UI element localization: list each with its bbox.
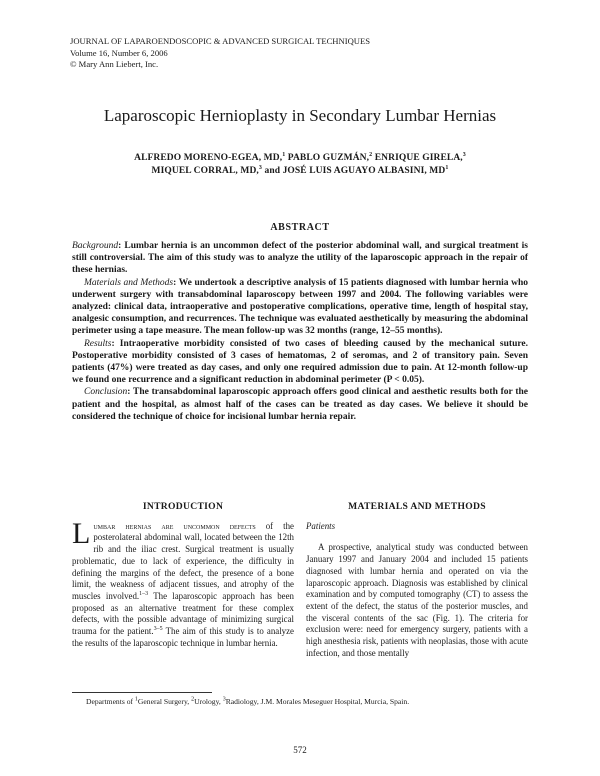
abstract-label: Results — [84, 338, 112, 349]
footnote-divider — [72, 692, 212, 693]
page-number: 572 — [293, 745, 307, 755]
affiliation-marker: 3 — [258, 164, 262, 171]
journal-volume: Volume 16, Number 6, 2006 — [70, 47, 168, 58]
abstract-label: Background — [72, 241, 119, 251]
patients-subheading: Patients — [306, 520, 336, 531]
methods-paragraph: A prospective, analytical study was conducted between January 1997 and January 2004 and included 15 patients diagnosed with lumbar hernia and operated on via the laparoscopic approach. Diagnosis was established by clinical examination and by computed tomography (CT) to assess the extent of the defect, the status of the posterior muscles, and the visceral contents of the sac (Fig. 1). The criteria for exclusion were: need for emergency surgery, patients with a high anesthesia risk, patients with neoplasias, those with acute infection, and those mentally — [306, 542, 528, 658]
affiliation-marker: 1 — [282, 151, 286, 158]
author-guzman: PABLO GUZMÁN, — [285, 153, 370, 163]
drop-cap: L — [72, 516, 91, 550]
abstract-background: Background: Lumbar hernia is an uncommon defect of the posterior abdominal wall, and surgical treatment is still controversial. The aim of this study was to analyze the utility of the laparoscopic approach in the repair of these hernias. — [72, 241, 528, 276]
journal-header — [70, 36, 370, 71]
abstract-methods: Materials and Methods: We undertook a descriptive analysis of 15 patients diagnosed with lumbar hernia who underwent surgery with transabdominal laparoscopy between 1997 and 2004. The following variables were analyzed: clinical data, intraoperative and postoperative complications, operative time, length of hospital stay, analgesic consumption, and recurrences. The technique was evaluated aesthetically by measuring the abdominal perimeter using a tape measure. The mean follow-up was 32 months (range, 12–55 months). — [72, 277, 528, 337]
journal-name: JOURNAL OF LAPAROENDOSCOPIC & ADVANCED SURGICAL TECHNIQUES — [70, 36, 371, 46]
journal-copyright: © Mary Ann Liebert, Inc. — [70, 59, 159, 69]
introduction-heading: INTRODUCTION — [142, 501, 224, 512]
abstract-conclusion: Conclusion: The transabdominal laparoscopic approach offers good clinical and aesthetic results both for the patient and the hospital, as almost half of the cases can be treated as day cases. We believe it should be considered the technique of choice for incisional lumbar hernia repair. — [72, 387, 528, 422]
article-title: Laparoscopic Hernioplasty in Secondary Lumbar Hernias — [103, 106, 497, 125]
affiliation-marker: 1 — [445, 164, 449, 171]
author-corral: MIQUEL CORRAL, MD, — [151, 166, 259, 176]
author-aguayo-albasini: and JOSÉ LUIS AGUAYO ALBASINI, MD — [262, 166, 446, 176]
abstract-body — [72, 240, 528, 423]
author-moreno-egea: ALFREDO MORENO-EGEA, MD, — [134, 153, 283, 163]
abstract-label: Materials and Methods — [84, 277, 174, 288]
methods-column — [306, 501, 528, 659]
citation: 1–3 — [139, 590, 149, 597]
introduction-paragraph: Lumbar hernias are uncommon defects of the posterolateral abdominal wall, located between the 12th rib and the iliac crest. Surgical treatment is usually problematic, due to lack of experience, the difficulty in defining the margins of the defect, the presence of a bone limit, the weakness of adjacent tissues, and atrophy of the muscles involved.$^{1-3}$ The laparoscopic approach has been proposed as an alternative treatment for these complex defects, with the possible advantage of minimizing surgical trauma for the patient.$^{3-5}$ The aim of this study is to analyze the results of the laparoscopic technique in lumbar hernia. — [72, 516, 294, 648]
affiliation-footnote: Departments of $^1$General Surgery, $^2$Urology, $^3$Radiology, J.M. Morales Meseguer Hospital, Murcia, Spain. — [86, 696, 410, 706]
abstract-label: Conclusion — [84, 387, 128, 398]
affiliation-marker: 2 — [369, 151, 373, 158]
introduction-column — [72, 501, 294, 649]
author-list — [90, 152, 510, 178]
abstract-results: Results: Intraoperative morbidity consisted of two cases of bleeding caused by the mechanical suture. Postoperative morbidity consisted of 3 cases of hematomas, 2 of seromas, and 2 of transitory pain. Seven patients (47%) were treated as day cases, and only one required admission due to pain. At 12-month follow-up we found one recurrence and a significant reduction in abdominal perimeter (P < 0.05). — [72, 338, 528, 386]
author-girela: ENRIQUE GIRELA, — [372, 153, 463, 163]
methods-heading: MATERIALS AND METHODS — [348, 501, 486, 512]
citation: 3–5 — [153, 626, 163, 633]
abstract-heading: ABSTRACT — [270, 222, 330, 233]
affiliation-marker: 3 — [462, 151, 466, 158]
